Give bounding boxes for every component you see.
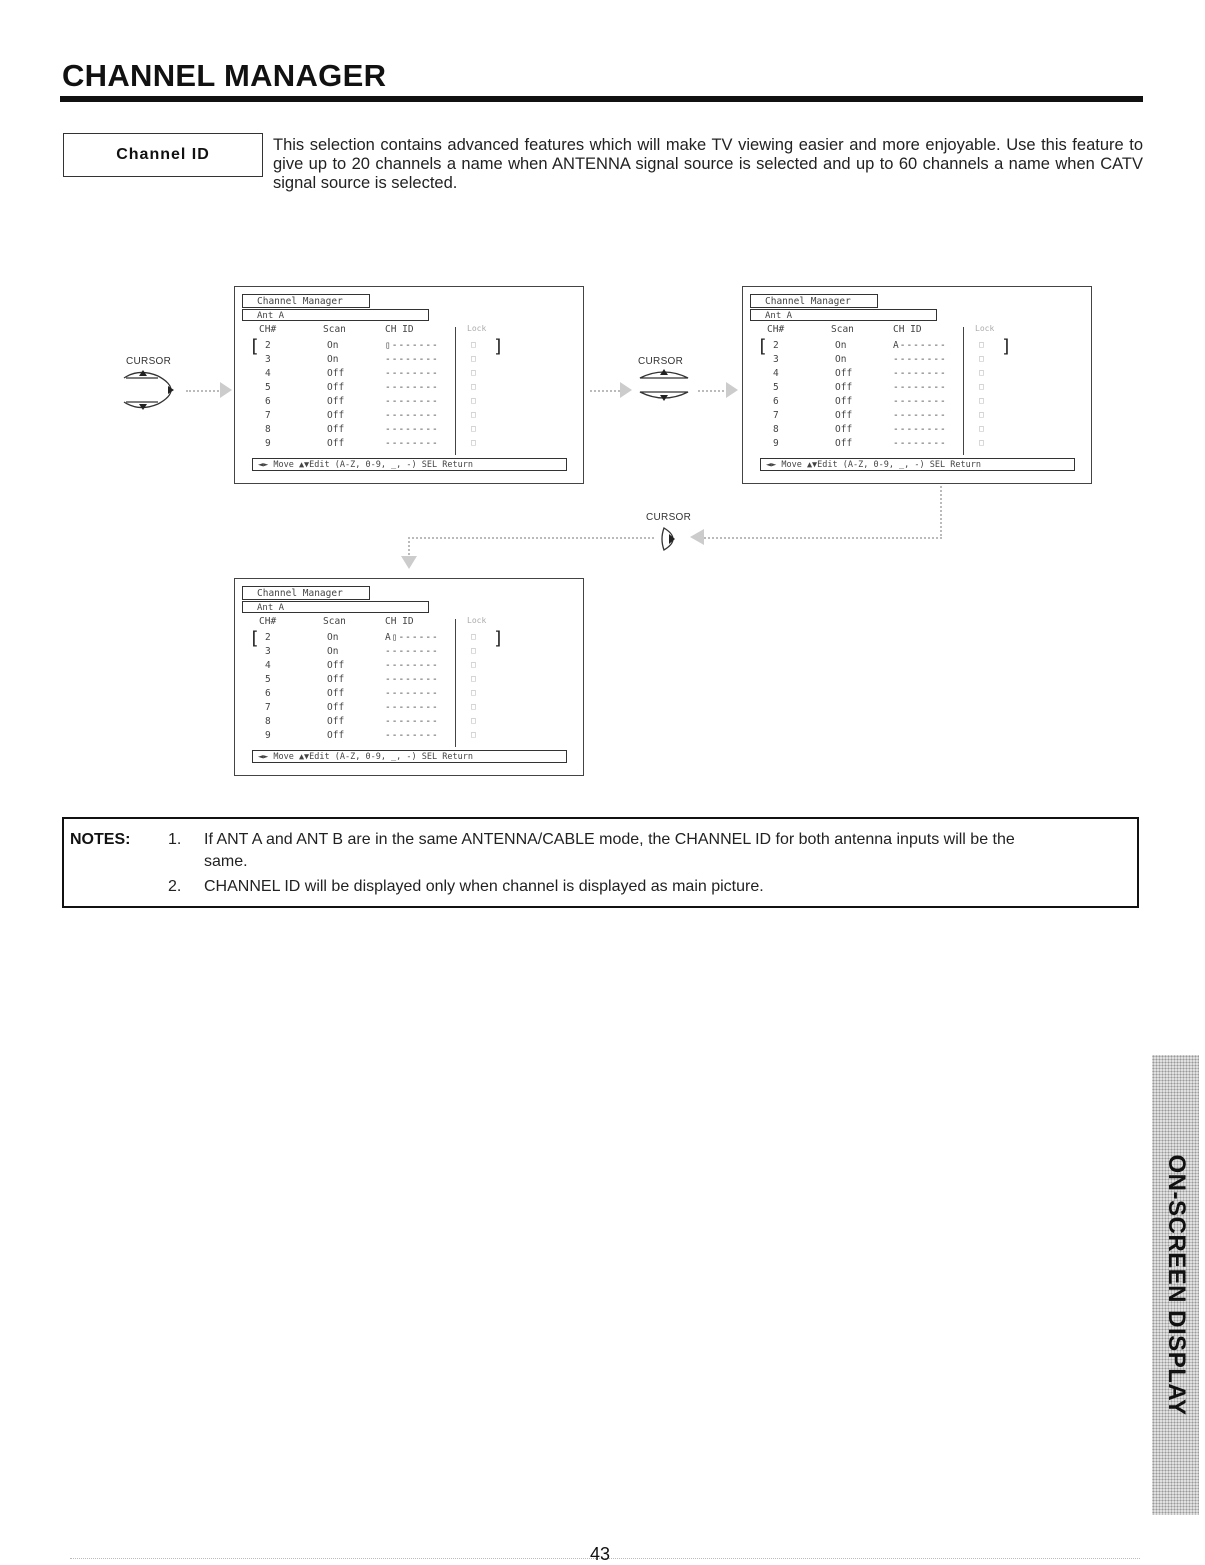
lock-icon: □ bbox=[471, 674, 476, 683]
osd-ch-value: 9 bbox=[265, 438, 271, 449]
osd-scan-value: Off bbox=[327, 730, 345, 741]
note-number: 2. bbox=[168, 878, 182, 895]
osd-col-id: CH ID bbox=[385, 616, 414, 627]
osd-channel-row bbox=[235, 424, 583, 438]
osd-ch-value: 5 bbox=[773, 382, 779, 393]
right-bracket-icon: ] bbox=[493, 336, 504, 357]
osd-id-value: -------- bbox=[385, 354, 439, 365]
lock-icon: □ bbox=[471, 354, 476, 363]
osd-ch-value: 7 bbox=[265, 410, 271, 421]
arrow-down-icon bbox=[401, 556, 417, 570]
page-number: 43 bbox=[590, 1544, 611, 1564]
osd-menu-title: Channel Manager bbox=[242, 586, 370, 600]
osd-id-value: -------- bbox=[893, 410, 947, 421]
osd-id-value: -------- bbox=[385, 438, 439, 449]
osd-col-scan: Scan bbox=[323, 616, 346, 627]
osd-channel-row bbox=[743, 340, 1091, 354]
lock-icon: □ bbox=[979, 396, 984, 405]
osd-channel-row bbox=[235, 688, 583, 702]
osd-id-value: -------- bbox=[893, 396, 947, 407]
osd-channel-row bbox=[235, 340, 583, 354]
osd-scan-value: Off bbox=[327, 660, 345, 671]
osd-ch-value: 6 bbox=[265, 396, 271, 407]
osd-footer: ◄► Move ▲▼Edit (A-Z, 0-9, _, -) SEL Return bbox=[252, 750, 567, 763]
arrow-left-icon bbox=[688, 529, 704, 545]
osd-channel-row bbox=[235, 632, 583, 646]
osd-menu-title: Channel Manager bbox=[242, 294, 370, 308]
osd-channel-row bbox=[235, 702, 583, 716]
osd-id-value: -------- bbox=[385, 424, 439, 435]
lock-icon: □ bbox=[471, 340, 476, 349]
dotted-line bbox=[704, 537, 942, 539]
right-bracket-icon: ] bbox=[1001, 336, 1012, 357]
osd-antenna-bar: Ant A bbox=[750, 309, 937, 321]
osd-col-scan: Scan bbox=[831, 324, 854, 335]
osd-id-value: -------- bbox=[893, 368, 947, 379]
cursor-updown-icon bbox=[632, 366, 696, 406]
lock-icon: □ bbox=[979, 340, 984, 349]
cursor-label-1: CURSOR bbox=[126, 356, 172, 367]
osd-scan-value: Off bbox=[327, 688, 345, 699]
note-text-cont: same. bbox=[204, 853, 248, 870]
lock-icon: □ bbox=[979, 410, 984, 419]
lock-icon: □ bbox=[471, 382, 476, 391]
osd-col-ch: CH# bbox=[767, 324, 785, 335]
lock-icon: □ bbox=[979, 438, 984, 447]
osd-scan-value: Off bbox=[327, 410, 345, 421]
osd-ch-value: 5 bbox=[265, 382, 271, 393]
osd-menu-title: Channel Manager bbox=[750, 294, 878, 308]
dotted-arrow bbox=[186, 390, 222, 392]
left-bracket-icon: [ bbox=[249, 336, 260, 357]
dotted-line bbox=[408, 537, 654, 539]
osd-ch-value: 6 bbox=[773, 396, 779, 407]
osd-scan-value: Off bbox=[327, 424, 345, 435]
lock-icon: □ bbox=[471, 688, 476, 697]
osd-scan-value: Off bbox=[327, 702, 345, 713]
osd-ch-value: 4 bbox=[773, 368, 779, 379]
osd-ch-value: 9 bbox=[773, 438, 779, 449]
osd-scan-value: On bbox=[327, 646, 339, 657]
osd-id-value: -------- bbox=[893, 438, 947, 449]
osd-ch-value: 2 bbox=[265, 632, 271, 643]
lock-icon: □ bbox=[471, 730, 476, 739]
osd-ch-value: 2 bbox=[773, 340, 779, 351]
osd-col-scan: Scan bbox=[323, 324, 346, 335]
osd-channel-row bbox=[235, 382, 583, 396]
osd-scan-value: Off bbox=[835, 438, 853, 449]
osd-channel-row bbox=[743, 354, 1091, 368]
osd-channel-row bbox=[743, 424, 1091, 438]
osd-channel-row bbox=[235, 674, 583, 688]
osd-ch-value: 8 bbox=[265, 424, 271, 435]
page-title: CHANNEL MANAGER bbox=[62, 58, 387, 93]
osd-id-value: -------- bbox=[385, 368, 439, 379]
lock-icon: □ bbox=[979, 382, 984, 391]
notes-box bbox=[62, 817, 1139, 908]
arrow-right-icon bbox=[726, 382, 740, 398]
osd-scan-value: Off bbox=[327, 438, 345, 449]
dotted-line bbox=[940, 486, 942, 536]
lock-icon: □ bbox=[471, 660, 476, 669]
lock-icon: □ bbox=[471, 716, 476, 725]
osd-scan-value: On bbox=[327, 354, 339, 365]
osd-channel-row bbox=[235, 410, 583, 424]
osd-id-value: -------- bbox=[385, 730, 439, 741]
osd-ch-value: 6 bbox=[265, 688, 271, 699]
osd-scan-value: Off bbox=[327, 368, 345, 379]
cursor-label-2: CURSOR bbox=[638, 356, 684, 367]
left-bracket-icon: [ bbox=[757, 336, 768, 357]
osd-id-value: -------- bbox=[385, 410, 439, 421]
osd-col-lock: Lock bbox=[975, 324, 995, 333]
intro-paragraph: This selection contains advanced features which will make TV viewing easier and more enjoyable. Use this feature to give up to 20 channels a name when ANTENNA signal source is selected and up to 60 channels a name when CATV signal source is selected. bbox=[273, 136, 1143, 192]
osd-screen-2 bbox=[742, 286, 1092, 484]
osd-ch-value: 4 bbox=[265, 368, 271, 379]
osd-id-value: -------- bbox=[385, 674, 439, 685]
notes-label: NOTES: bbox=[70, 831, 131, 848]
osd-id-value: A▯------ bbox=[385, 632, 439, 643]
osd-scan-value: On bbox=[327, 632, 339, 643]
note-text: CHANNEL ID will be displayed only when channel is displayed as main picture. bbox=[204, 878, 764, 895]
osd-ch-value: 2 bbox=[265, 340, 271, 351]
lock-icon: □ bbox=[471, 424, 476, 433]
note-text: If ANT A and ANT B are in the same ANTENNA/CABLE mode, the CHANNEL ID for both antenna inputs will be the bbox=[204, 831, 1015, 848]
osd-channel-row bbox=[235, 438, 583, 452]
lock-icon: □ bbox=[471, 438, 476, 447]
osd-id-value: ▯------- bbox=[385, 340, 439, 351]
osd-id-value: -------- bbox=[893, 424, 947, 435]
note-2 bbox=[168, 876, 1128, 898]
osd-id-value: -------- bbox=[385, 716, 439, 727]
osd-screen-1 bbox=[234, 286, 584, 484]
osd-id-value: -------- bbox=[385, 688, 439, 699]
osd-id-value: -------- bbox=[893, 354, 947, 365]
osd-scan-value: Off bbox=[835, 368, 853, 379]
arrow-right-icon bbox=[620, 382, 634, 398]
osd-ch-value: 4 bbox=[265, 660, 271, 671]
osd-footer: ◄► Move ▲▼Edit (A-Z, 0-9, _, -) SEL Return bbox=[252, 458, 567, 471]
osd-scan-value: Off bbox=[835, 382, 853, 393]
osd-ch-value: 3 bbox=[265, 354, 271, 365]
cursor-pad-left-icon bbox=[114, 366, 194, 416]
osd-scan-value: Off bbox=[327, 382, 345, 393]
osd-col-id: CH ID bbox=[893, 324, 922, 335]
osd-scan-value: On bbox=[835, 340, 847, 351]
osd-channel-row bbox=[235, 730, 583, 744]
osd-scan-value: Off bbox=[327, 396, 345, 407]
osd-col-lock: Lock bbox=[467, 616, 487, 625]
osd-ch-value: 8 bbox=[265, 716, 271, 727]
osd-channel-row bbox=[235, 354, 583, 368]
osd-ch-value: 3 bbox=[265, 646, 271, 657]
section-label-box: Channel ID bbox=[63, 133, 263, 177]
note-number: 1. bbox=[168, 831, 182, 848]
osd-id-value: -------- bbox=[893, 382, 947, 393]
osd-channel-row bbox=[743, 396, 1091, 410]
dotted-arrow bbox=[590, 390, 624, 392]
lock-icon: □ bbox=[979, 368, 984, 377]
osd-scan-value: Off bbox=[835, 424, 853, 435]
osd-id-value: -------- bbox=[385, 702, 439, 713]
osd-ch-value: 9 bbox=[265, 730, 271, 741]
title-rule bbox=[60, 96, 1143, 102]
osd-footer: ◄► Move ▲▼Edit (A-Z, 0-9, _, -) SEL Return bbox=[760, 458, 1075, 471]
lock-icon: □ bbox=[471, 410, 476, 419]
osd-scan-value: Off bbox=[835, 396, 853, 407]
cursor-right-icon bbox=[660, 526, 682, 552]
osd-col-lock: Lock bbox=[467, 324, 487, 333]
osd-scan-value: Off bbox=[327, 716, 345, 727]
lock-icon: □ bbox=[979, 424, 984, 433]
lock-icon: □ bbox=[471, 632, 476, 641]
side-tab bbox=[1152, 1055, 1199, 1515]
osd-ch-value: 7 bbox=[773, 410, 779, 421]
osd-channel-row bbox=[743, 438, 1091, 452]
osd-col-ch: CH# bbox=[259, 324, 277, 335]
side-tab-label: ON-SCREEN DISPLAY bbox=[1162, 1154, 1190, 1416]
dotted-arrow bbox=[698, 390, 728, 392]
note-1 bbox=[168, 829, 1128, 873]
osd-scan-value: Off bbox=[327, 674, 345, 685]
osd-channel-row bbox=[743, 410, 1091, 424]
osd-channel-row bbox=[235, 716, 583, 730]
osd-id-value: A------- bbox=[893, 340, 947, 351]
osd-channel-row bbox=[743, 368, 1091, 382]
lock-icon: □ bbox=[471, 646, 476, 655]
left-bracket-icon: [ bbox=[249, 628, 260, 649]
right-bracket-icon: ] bbox=[493, 628, 504, 649]
osd-ch-value: 8 bbox=[773, 424, 779, 435]
lock-icon: □ bbox=[471, 396, 476, 405]
osd-scan-value: Off bbox=[835, 410, 853, 421]
osd-scan-value: On bbox=[327, 340, 339, 351]
osd-id-value: -------- bbox=[385, 382, 439, 393]
osd-ch-value: 3 bbox=[773, 354, 779, 365]
lock-icon: □ bbox=[471, 702, 476, 711]
osd-channel-row bbox=[235, 660, 583, 674]
osd-id-value: -------- bbox=[385, 660, 439, 671]
osd-antenna-bar: Ant A bbox=[242, 601, 429, 613]
cursor-label-3: CURSOR bbox=[646, 512, 692, 523]
lock-icon: □ bbox=[979, 354, 984, 363]
osd-ch-value: 5 bbox=[265, 674, 271, 685]
osd-col-ch: CH# bbox=[259, 616, 277, 627]
lock-icon: □ bbox=[471, 368, 476, 377]
osd-id-value: -------- bbox=[385, 646, 439, 657]
osd-antenna-bar: Ant A bbox=[242, 309, 429, 321]
osd-channel-row bbox=[235, 396, 583, 410]
osd-ch-value: 7 bbox=[265, 702, 271, 713]
arrow-right-icon bbox=[220, 382, 234, 398]
osd-screen-3 bbox=[234, 578, 584, 776]
osd-scan-value: On bbox=[835, 354, 847, 365]
osd-channel-row bbox=[235, 646, 583, 660]
osd-id-value: -------- bbox=[385, 396, 439, 407]
osd-channel-row bbox=[235, 368, 583, 382]
osd-channel-row bbox=[743, 382, 1091, 396]
osd-col-id: CH ID bbox=[385, 324, 414, 335]
